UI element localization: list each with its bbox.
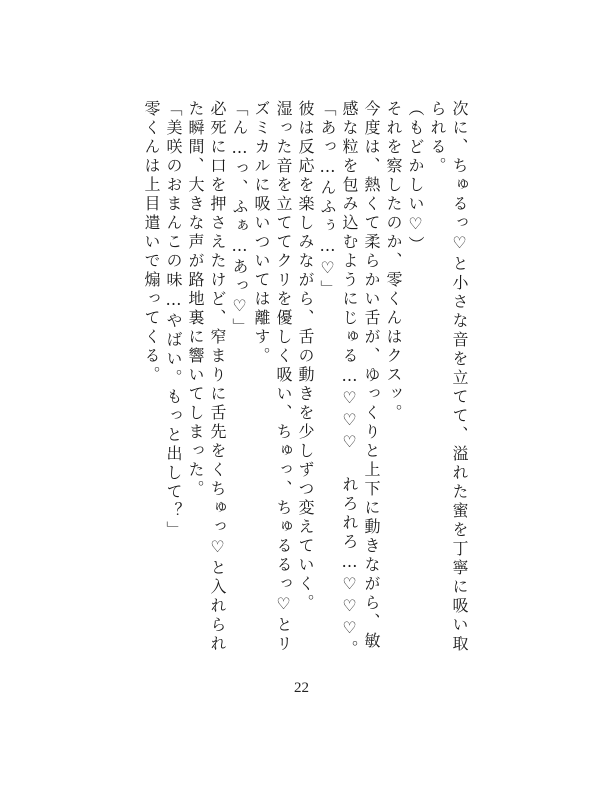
paragraph: 彼は反応を楽しみながら、舌の動きを少しずつ変えていく。 xyxy=(296,100,315,613)
paragraph: 「美咲のおまんこの味…やばい。もっと出して？」 xyxy=(164,100,183,540)
paragraph: 「ん…っ、ふぁ…あっ♡」 xyxy=(230,100,249,337)
paragraph: 零くんは上目遣いで煽ってくる。 xyxy=(142,100,161,385)
paragraph: それを察したのか、零くんはクスッ。 xyxy=(384,100,403,423)
paragraph: 今度は、熱くて柔らかい舌が、ゆっくりと上下に動きながら、敏感な粒を包み込むようにじゅる…♡♡♡ れろれろ…♡♡♡。 xyxy=(340,100,381,659)
body-text xyxy=(130,100,470,660)
paragraph: 湿った音を立ててクリを優しく吸い、ちゅっ、ちゅるるっ♡とリズミカルに吸いついては離す。 xyxy=(252,100,293,654)
paragraph: （もどかしい♡） xyxy=(406,100,425,255)
page-number: 22 xyxy=(294,680,309,696)
paragraph: 次に、ちゅるっ♡と小さな音を立てて、溢れた蜜を丁寧に吸い取られる。 xyxy=(428,100,469,654)
paragraph: 必死に口を押さえたけど、窄まりに舌先をくちゅっ♡と入れられた瞬間、大きな声が路地裏に響いてしまった。 xyxy=(186,100,227,654)
paragraph: 「あっ…んふぅ…♡」 xyxy=(318,100,337,299)
